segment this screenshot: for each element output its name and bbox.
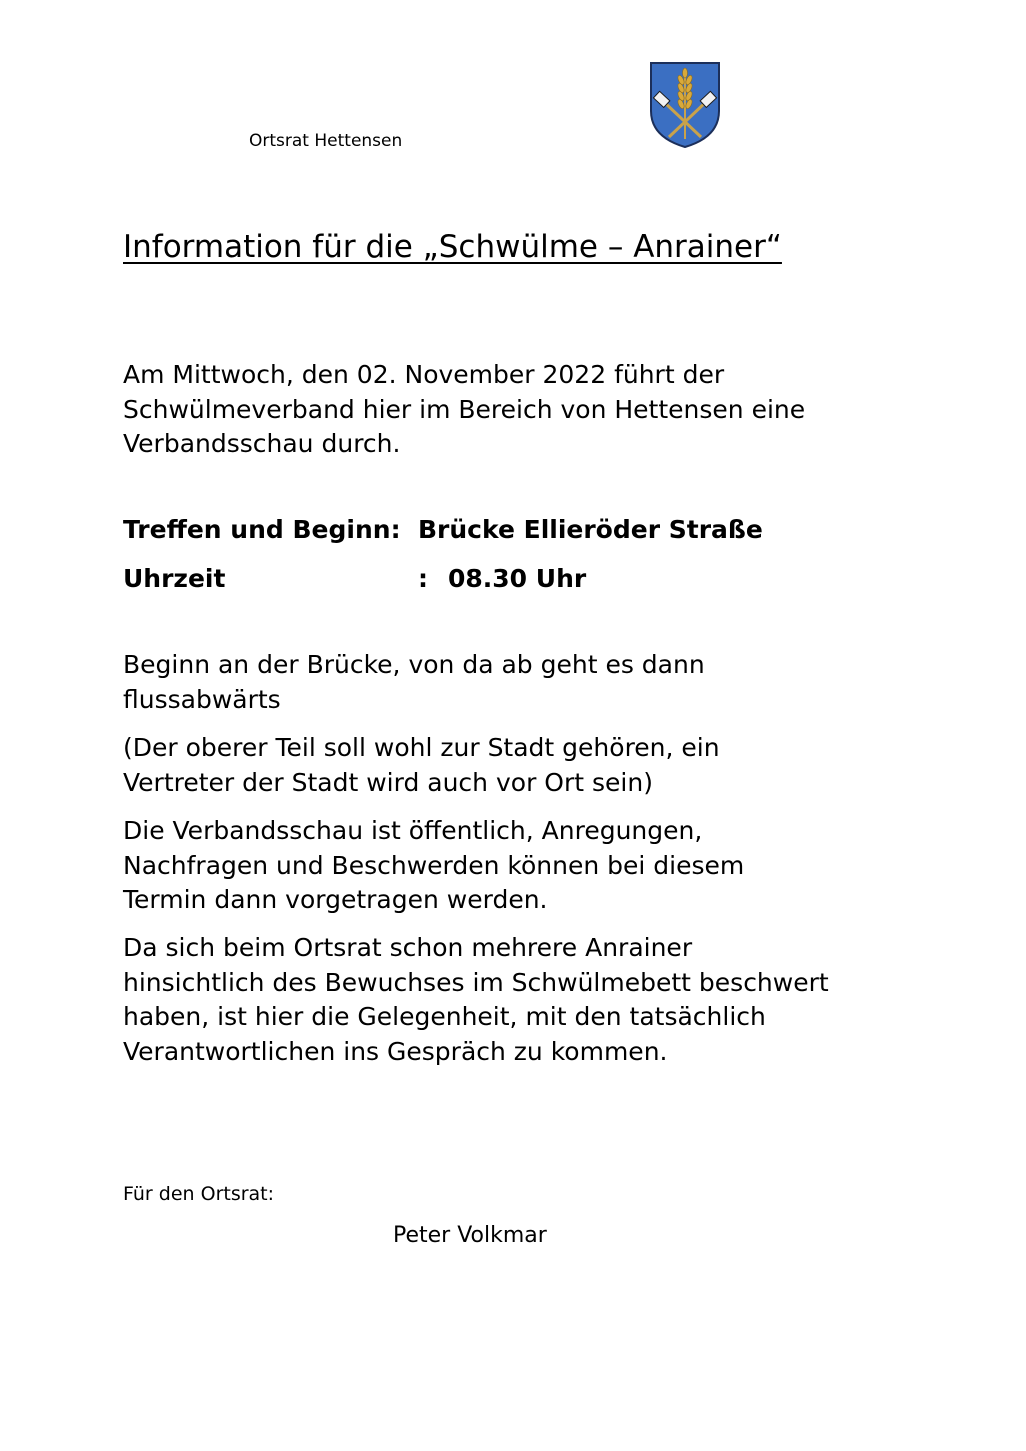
meeting-time-label: Uhrzeit — [123, 564, 226, 593]
body-paragraph-1: Beginn an der Brücke, von da ab geht es dann flussabwärts — [123, 650, 705, 714]
coat-of-arms-icon — [649, 61, 721, 149]
page-title: Information für die „Schwülme – Anrainer“ — [123, 229, 782, 265]
organization-name: Ortsrat Hettensen — [249, 131, 403, 151]
body-paragraph-3: Die Verbandsschau ist öffentlich, Anregungen, Nachfragen und Beschwerden können bei diesem Termin dann vorgetragen werden. — [123, 816, 745, 914]
meeting-time-value: 08.30 Uhr — [448, 564, 587, 593]
body-paragraph-2: (Der oberer Teil soll wohl zur Stadt gehören, ein Vertreter der Stadt wird auch vor Ort sein) — [123, 733, 720, 797]
meeting-place-row — [123, 515, 763, 545]
meeting-place-value: Brücke Ellieröder Straße — [418, 515, 763, 544]
signature-label: Für den Ortsrat: — [123, 1183, 275, 1205]
meeting-time-row — [123, 564, 586, 594]
meeting-time-colon: : — [418, 564, 428, 593]
signer-name: Peter Volkmar — [393, 1223, 547, 1248]
body-paragraph-4: Da sich beim Ortsrat schon mehrere Anrainer hinsichtlich des Bewuchses im Schwülmebett beschwert haben, ist hier die Gelegenheit, mit den tatsächlich Verantwortlichen ins Gespräch zu kommen. — [123, 933, 829, 1066]
meeting-place-label: Treffen und Beginn: — [123, 515, 401, 544]
intro-paragraph: Am Mittwoch, den 02. November 2022 führt der Schwülmeverband hier im Bereich von Hettensen eine Verbandsschau durch. — [123, 360, 806, 458]
